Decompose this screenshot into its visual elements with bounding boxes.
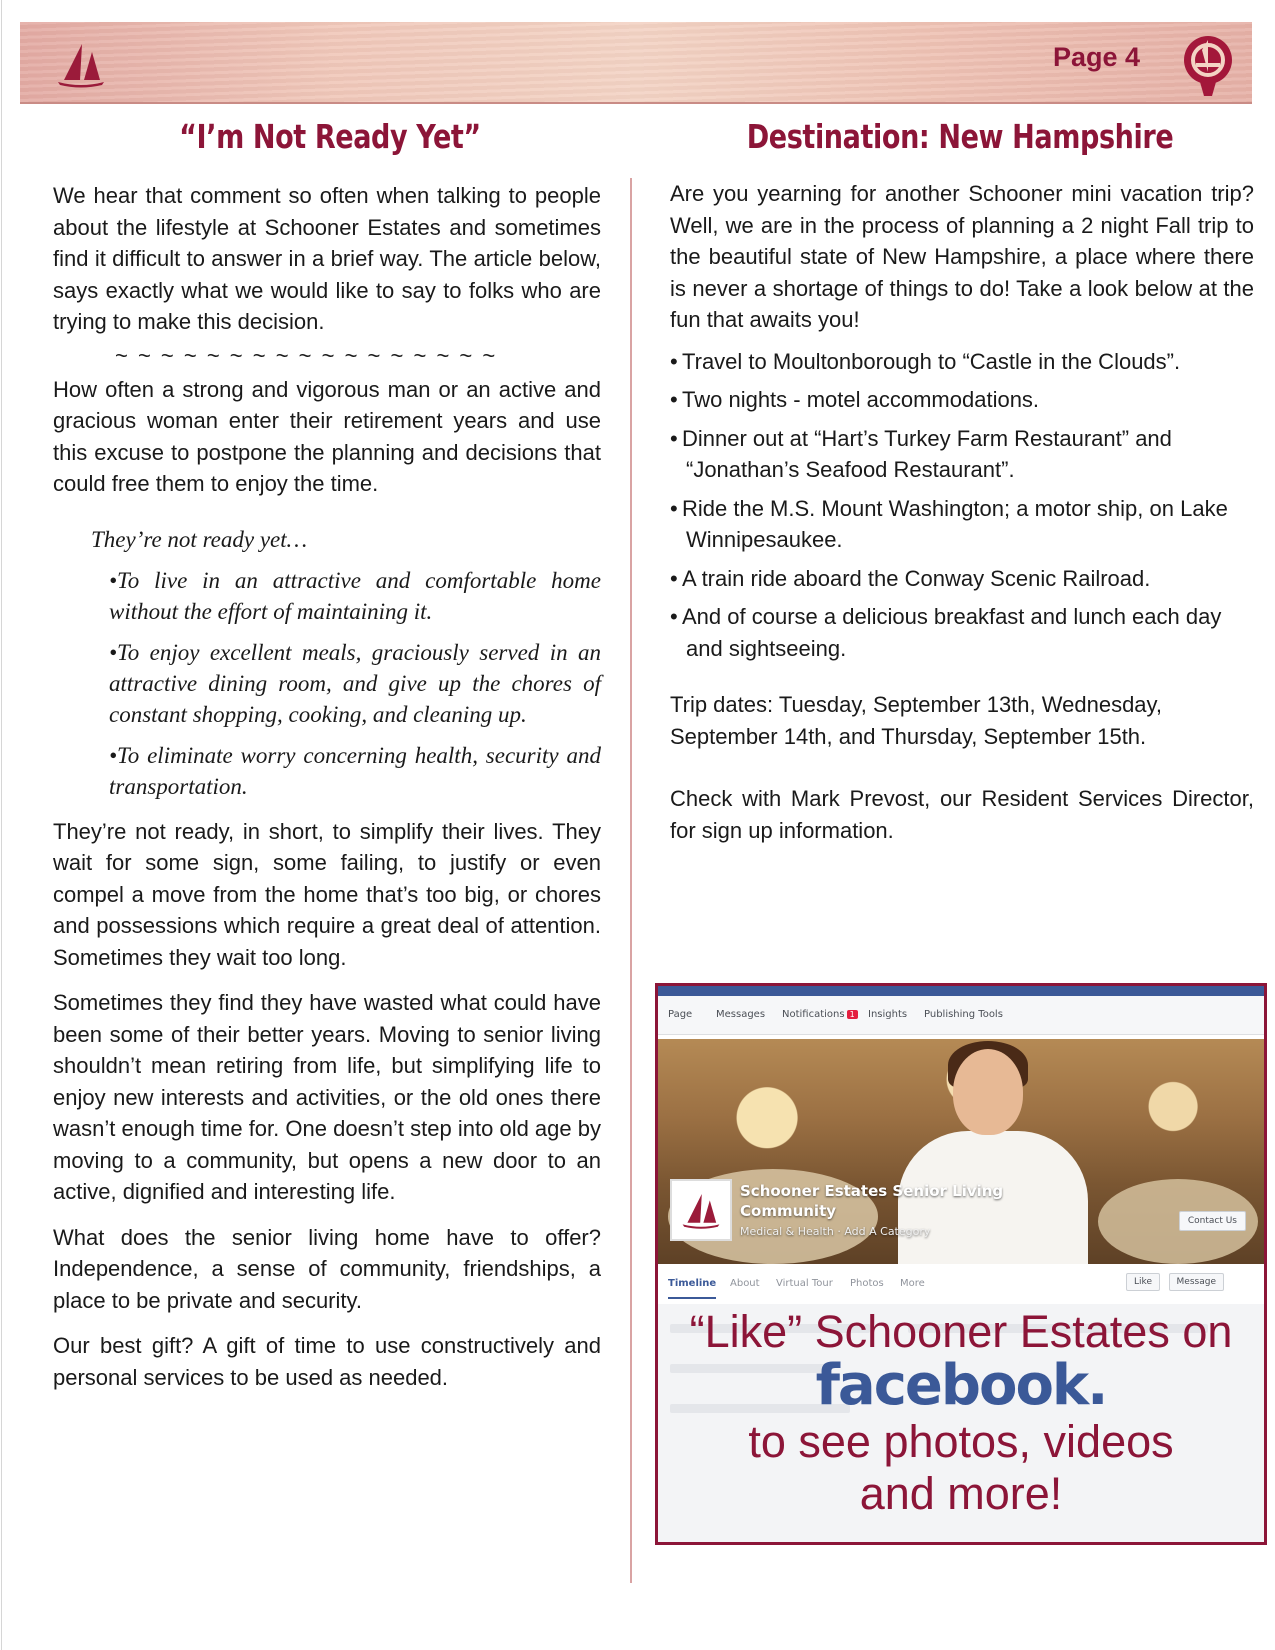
list-item: • A train ride aboard the Conway Scenic Railroad. (670, 563, 1254, 595)
list-item: • Dinner out at “Hart’s Turkey Farm Restaurant” and “Jonathan’s Seafood Restaurant”. (670, 423, 1254, 486)
list-item: • Ride the M.S. Mount Washington; a motor ship, on Lake Winnipesaukee. (670, 493, 1254, 556)
facebook-page-name: Schooner Estates Senior Living Community (740, 1182, 1004, 1220)
cta-line: to see photos, videos (748, 1416, 1174, 1467)
tab-virtual-tour[interactable]: Virtual Tour (776, 1278, 833, 1289)
list-item: • Two nights - motel accommodations. (670, 384, 1254, 416)
bullet-item: •To enjoy excellent meals, graciously served in an attractive dining room, and give up the chores of constant shopping, cooking, and cleaning up. (109, 639, 601, 727)
header-banner (20, 22, 1252, 104)
page-edge (1, 0, 2, 1650)
paragraph: They’re not ready, in short, to simplify their lives. They wait for some sign, some failing, to justify or even compel a move from the home that’s too big, or chores and possessions which require a great deal of attention. Sometimes they wait too long. (53, 818, 601, 970)
intro-paragraph: We hear that comment so often when talking to people about the lifestyle at Schooner Estates and sometimes find it difficult to answer in a brief way. The article below, says exactly what we would like to say to folks who are trying to make this decision. (53, 183, 601, 334)
contact-us-button[interactable]: Contact Us (1179, 1211, 1246, 1231)
bullet-item: •To eliminate worry concerning health, security and transportation. (109, 742, 601, 799)
bullet-item: •To live in an attractive and comfortable home without the effort of maintaining it. (109, 567, 601, 624)
facebook-page-category: Medical & Health · Add A Category (740, 1225, 931, 1238)
not-ready-heading: They’re not ready yet… (91, 526, 308, 552)
signup-info: Check with Mark Prevost, our Resident Services Director, for sign up information. (670, 786, 1254, 843)
cta-line: and more! (859, 1468, 1063, 1519)
paragraph: Our best gift? A gift of time to use constructively and personal services to be used as needed. (53, 1333, 601, 1390)
trip-highlights-list (670, 346, 1254, 665)
tab-photos[interactable]: Photos (850, 1278, 884, 1289)
cover-photo (658, 1039, 1264, 1264)
nav-item-label: Notifications (782, 1009, 845, 1020)
page-profile-logo (670, 1179, 732, 1241)
sailboat-icon (681, 1190, 721, 1230)
intro-paragraph: Are you yearning for another Schooner mini vacation trip? Well, we are in the process of planning a 2 night Fall trip to the beautiful state of New Hampshire, a place where there is never a shortage of things to do! Take a look below at the fun that awaits you! (670, 181, 1254, 332)
facebook-tabs (658, 1264, 1264, 1305)
message-button[interactable]: Message (1169, 1273, 1224, 1291)
tab-about[interactable]: About (730, 1278, 760, 1289)
facebook-wordmark: facebook. (815, 1353, 1107, 1418)
tab-timeline[interactable]: Timeline (668, 1278, 716, 1299)
notification-badge: 1 (847, 1010, 858, 1019)
left-article (53, 180, 601, 1393)
trip-dates: Trip dates: Tuesday, September 13th, Wednesday, September 14th, and Thursday, September 15th. (670, 692, 1163, 749)
nav-item: Insights (868, 1009, 908, 1020)
nav-item: Messages (716, 1009, 766, 1020)
paragraph: How often a strong and vigorous man or an active and gracious woman enter their retirement years and use this excuse to postpone the planning and decisions that could free them to enjoy the time. (53, 376, 601, 496)
like-button[interactable]: Like (1126, 1273, 1160, 1291)
right-article-title: Destination: New Hampshire (746, 117, 1174, 156)
cta-line: “Like” Schooner Estates on (689, 1306, 1233, 1357)
sailboat-icon (56, 40, 106, 88)
facebook-top-bar (658, 986, 1264, 996)
facebook-page-nav (658, 996, 1264, 1035)
left-article-title: “I’m Not Ready Yet” (179, 117, 481, 156)
list-item: • And of course a delicious breakfast and lunch each day and sightseeing. (670, 601, 1254, 664)
page-number: Page 4 (1052, 42, 1140, 72)
nav-item: Page (668, 1009, 693, 1020)
paragraph: Sometimes they find they have wasted what could have been some of their better years. Moving to senior living shouldn’t mean retiring from life, but simplifying life to enjoy new interests and activities, or the old ones there wasn’t enough time for. One doesn’t step into old age by moving to a community, but opens a new door to an active, dignified and interesting life. (53, 990, 601, 1204)
ship-wheel-badge-icon (1178, 32, 1238, 98)
facebook-promo-box[interactable] (655, 983, 1267, 1545)
right-article (670, 178, 1254, 846)
separator-line: ~ ~ ~ ~ ~ ~ ~ ~ ~ ~ ~ ~ ~ ~ ~ ~ ~ (115, 342, 498, 368)
staff-face (953, 1049, 1023, 1135)
list-item: • Travel to Moultonborough to “Castle in the Clouds”. (670, 346, 1254, 378)
facebook-call-to-action (658, 1304, 1264, 1520)
nav-item: Publishing Tools (924, 1009, 1003, 1020)
nav-item (782, 1009, 858, 1020)
column-divider (630, 178, 632, 1583)
tab-more[interactable]: More (900, 1278, 925, 1289)
paragraph: What does the senior living home have to offer? Independence, a sense of community, friendships, a place to be private and security. (53, 1224, 601, 1313)
